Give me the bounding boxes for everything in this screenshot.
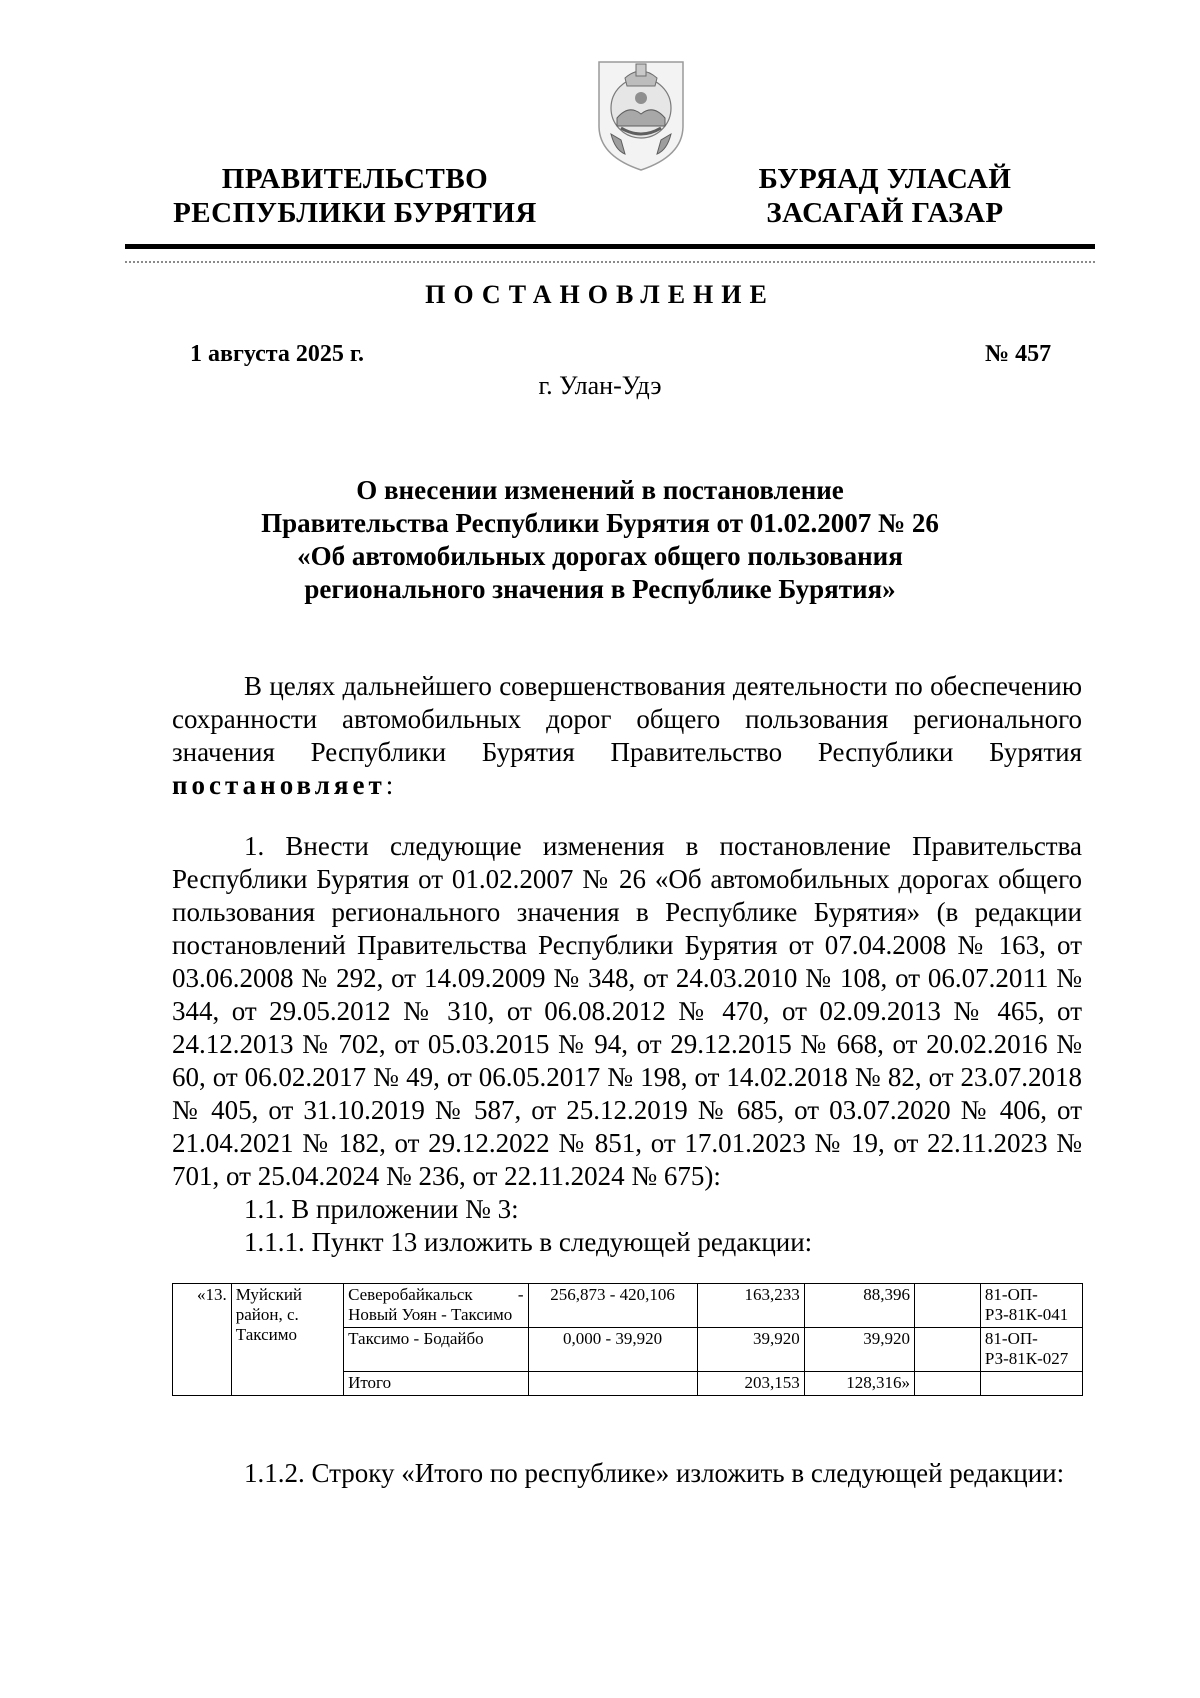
header-right-line2: ЗАСАГАЙ ГАЗАР	[766, 197, 1004, 229]
header-divider-thick	[125, 244, 1095, 249]
table-cell-km: 0,000 - 39,920	[528, 1328, 697, 1372]
table-cell-length-2: 128,316»	[804, 1372, 914, 1396]
table-cell-length: 39,920	[697, 1328, 804, 1372]
document-number: № 457	[985, 341, 1052, 367]
table-cell-road: Итого	[344, 1372, 528, 1396]
preamble-paragraph	[172, 670, 1082, 802]
table-cell-code: 81-ОП-РЗ-81К-041	[980, 1284, 1082, 1328]
header-divider-thin	[125, 261, 1095, 263]
table-cell-length: 163,233	[697, 1284, 804, 1328]
table-cell-km: 256,873 - 420,106	[528, 1284, 697, 1328]
table-cell-length-2: 39,920	[804, 1328, 914, 1372]
header-left-line2: РЕСПУБЛИКИ БУРЯТИЯ	[173, 197, 537, 229]
item-1-paragraph	[172, 830, 1082, 1259]
coat-of-arms-icon	[595, 56, 687, 174]
amendment-table	[172, 1283, 1083, 1396]
table-cell-item-number: «13.	[173, 1284, 232, 1396]
table-cell-code: 81-ОП-РЗ-81К-027	[980, 1328, 1082, 1372]
preamble-text: В целях дальнейшего совершенствования деятельности по обеспечению сохранности автомобильных дорог общего пользования регионального значения Республики Бурятия Правительство Республики Бурятия	[172, 671, 1082, 767]
header-right-line1: БУРЯАД УЛАСАЙ	[758, 163, 1012, 195]
header-right	[740, 162, 1030, 230]
table-cell-length: 203,153	[697, 1372, 804, 1396]
title-line: регионального значения в Республике Бурятия»	[304, 574, 896, 604]
item-1-1-2-paragraph: 1.1.2. Строку «Итого по республике» изложить в следующей редакции:	[244, 1458, 1065, 1488]
header-left	[170, 162, 540, 230]
title-line: «Об автомобильных дорогах общего пользования	[297, 541, 903, 571]
title-line: Правительства Республики Бурятия от 01.02.2007 № 26	[261, 508, 939, 538]
table-cell-km	[528, 1372, 697, 1396]
document-title	[160, 474, 1040, 606]
table-cell-road: Северобайкальск - Новый Уоян - Таксимо	[344, 1284, 528, 1328]
title-line: О внесении изменений в постановление	[356, 475, 844, 505]
header-left-line1: ПРАВИТЕЛЬСТВО	[221, 163, 489, 195]
document-date: 1 августа 2025 г.	[190, 341, 365, 367]
item-1-1-1-text: 1.1.1. Пункт 13 изложить в следующей редакции:	[244, 1227, 813, 1257]
table-cell-extra	[914, 1328, 980, 1372]
item-1-1-text: 1.1. В приложении № 3:	[244, 1194, 519, 1224]
table-cell-extra	[914, 1372, 980, 1396]
table-row	[173, 1284, 1083, 1328]
item-1-text: 1. Внести следующие изменения в постановление Правительства Республики Бурятия от 01.02.2007 № 26 «Об автомобильных дорогах общего пользования регионального значения в Республике Бурятия» (в редакции постановлений Правительства Республики Бурятия от 07.04.2008 № 163, от 03.06.2008 № 292, от 14.09.2009 № 348, от 24.03.2010 № 108, от 06.07.2011 № 344, от 29.05.2012 № 310, от 06.08.2012 № 470, от 02.09.2013 № 465, от 24.12.2013 № 702, от 05.03.2015 № 94, от 29.12.2015 № 668, от 20.02.2016 № 60, от 06.02.2017 № 49, от 06.05.2017 № 198, от 14.02.2018 № 82, от 23.07.2018 № 405, от 31.10.2019 № 587, от 25.12.2019 № 685, от 03.07.2020 № 406, от 21.04.2021 № 182, от 29.12.2022 № 851, от 17.01.2023 № 19, от 22.11.2023 № 701, от 25.04.2024 № 236, от 22.11.2024 № 675):	[172, 831, 1082, 1191]
table-cell-length-2: 88,396	[804, 1284, 914, 1328]
document-city: г. Улан-Удэ	[538, 371, 662, 400]
table-cell-district: Муйский район, с. Таксимо	[231, 1284, 343, 1396]
preamble-colon: :	[385, 770, 394, 800]
table-cell-road: Таксимо - Бодайбо	[344, 1328, 528, 1372]
decree-word: постановляет	[172, 770, 386, 800]
table-cell-extra	[914, 1284, 980, 1328]
document-type: ПОСТАНОВЛЕНИЕ	[425, 280, 775, 309]
table-cell-code	[980, 1372, 1082, 1396]
